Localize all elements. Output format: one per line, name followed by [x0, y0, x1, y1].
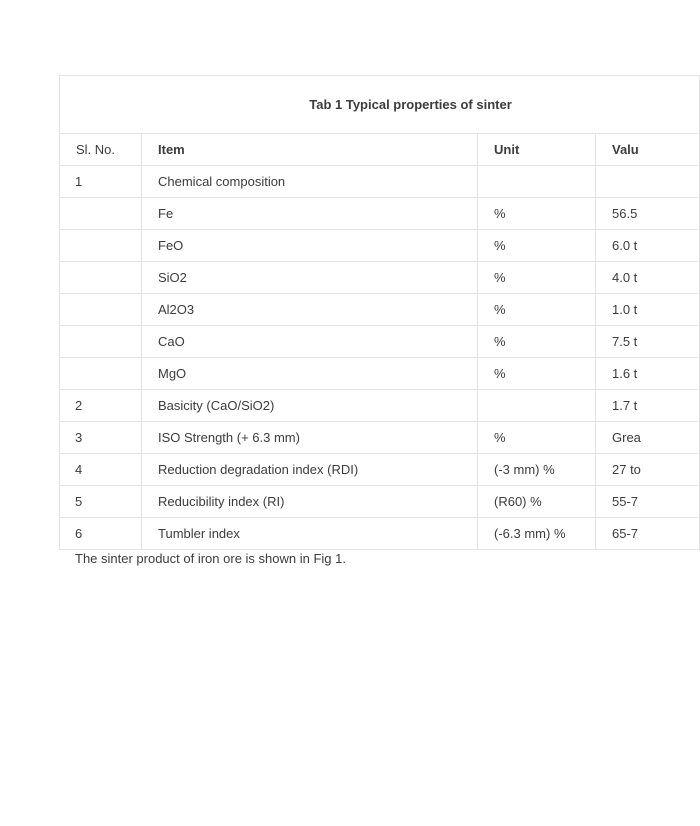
cell-item: SiO2 — [142, 262, 478, 294]
cell-value: 1.6 t — [596, 358, 700, 390]
properties-table-container — [59, 75, 641, 550]
cell-no: 5 — [60, 486, 142, 518]
cell-no — [60, 262, 142, 294]
table-row — [60, 518, 700, 550]
cell-item: Al2O3 — [142, 294, 478, 326]
cell-no — [60, 230, 142, 262]
table-row — [60, 262, 700, 294]
table-row — [60, 422, 700, 454]
header-item: Item — [142, 134, 478, 166]
table-caption: Tab 1 Typical properties of sinter — [309, 97, 512, 112]
cell-unit: % — [478, 198, 596, 230]
cell-item: ISO Strength (+ 6.3 mm) — [142, 422, 478, 454]
cell-no: 6 — [60, 518, 142, 550]
cell-value: 27 to — [596, 454, 700, 486]
cell-no — [60, 198, 142, 230]
cell-unit: % — [478, 358, 596, 390]
cell-value: 4.0 t — [596, 262, 700, 294]
table-row — [60, 486, 700, 518]
cell-value: 7.5 t — [596, 326, 700, 358]
cell-value: 1.0 t — [596, 294, 700, 326]
figure-note: The sinter product of iron ore is shown in Fig 1. — [75, 551, 346, 566]
cell-no: 1 — [60, 166, 142, 198]
cell-no: 3 — [60, 422, 142, 454]
cell-unit: % — [478, 422, 596, 454]
properties-table — [59, 75, 700, 550]
cell-unit: (-6.3 mm) % — [478, 518, 596, 550]
table-row — [60, 358, 700, 390]
cell-no: 4 — [60, 454, 142, 486]
table-row — [60, 326, 700, 358]
cell-value: 65-7 — [596, 518, 700, 550]
cell-unit: % — [478, 294, 596, 326]
cell-unit: % — [478, 262, 596, 294]
cell-value — [596, 166, 700, 198]
table-row — [60, 198, 700, 230]
cell-unit — [478, 166, 596, 198]
cell-no — [60, 294, 142, 326]
cell-unit: % — [478, 326, 596, 358]
table-row — [60, 390, 700, 422]
cell-value: 6.0 t — [596, 230, 700, 262]
header-value: Valu — [596, 134, 700, 166]
cell-item: Fe — [142, 198, 478, 230]
header-sl-no: Sl. No. — [60, 134, 142, 166]
cell-item: Chemical composition — [142, 166, 478, 198]
cell-no: 2 — [60, 390, 142, 422]
cell-value: 1.7 t — [596, 390, 700, 422]
cell-unit — [478, 390, 596, 422]
cell-item: FeO — [142, 230, 478, 262]
table-row — [60, 454, 700, 486]
cell-unit: % — [478, 230, 596, 262]
cell-no — [60, 326, 142, 358]
cell-value: 56.5 — [596, 198, 700, 230]
cell-value: 55-7 — [596, 486, 700, 518]
cell-item: CaO — [142, 326, 478, 358]
cell-item: Basicity (CaO/SiO2) — [142, 390, 478, 422]
header-row — [60, 134, 700, 166]
cell-item: MgO — [142, 358, 478, 390]
header-unit: Unit — [478, 134, 596, 166]
cell-item: Reduction degradation index (RDI) — [142, 454, 478, 486]
cell-item: Reducibility index (RI) — [142, 486, 478, 518]
caption-row — [60, 76, 700, 134]
table-row — [60, 294, 700, 326]
table-caption-cell — [60, 76, 700, 134]
table-row — [60, 230, 700, 262]
cell-item: Tumbler index — [142, 518, 478, 550]
table-row — [60, 166, 700, 198]
cell-no — [60, 358, 142, 390]
cell-value: Grea — [596, 422, 700, 454]
cell-unit: (-3 mm) % — [478, 454, 596, 486]
cell-unit: (R60) % — [478, 486, 596, 518]
